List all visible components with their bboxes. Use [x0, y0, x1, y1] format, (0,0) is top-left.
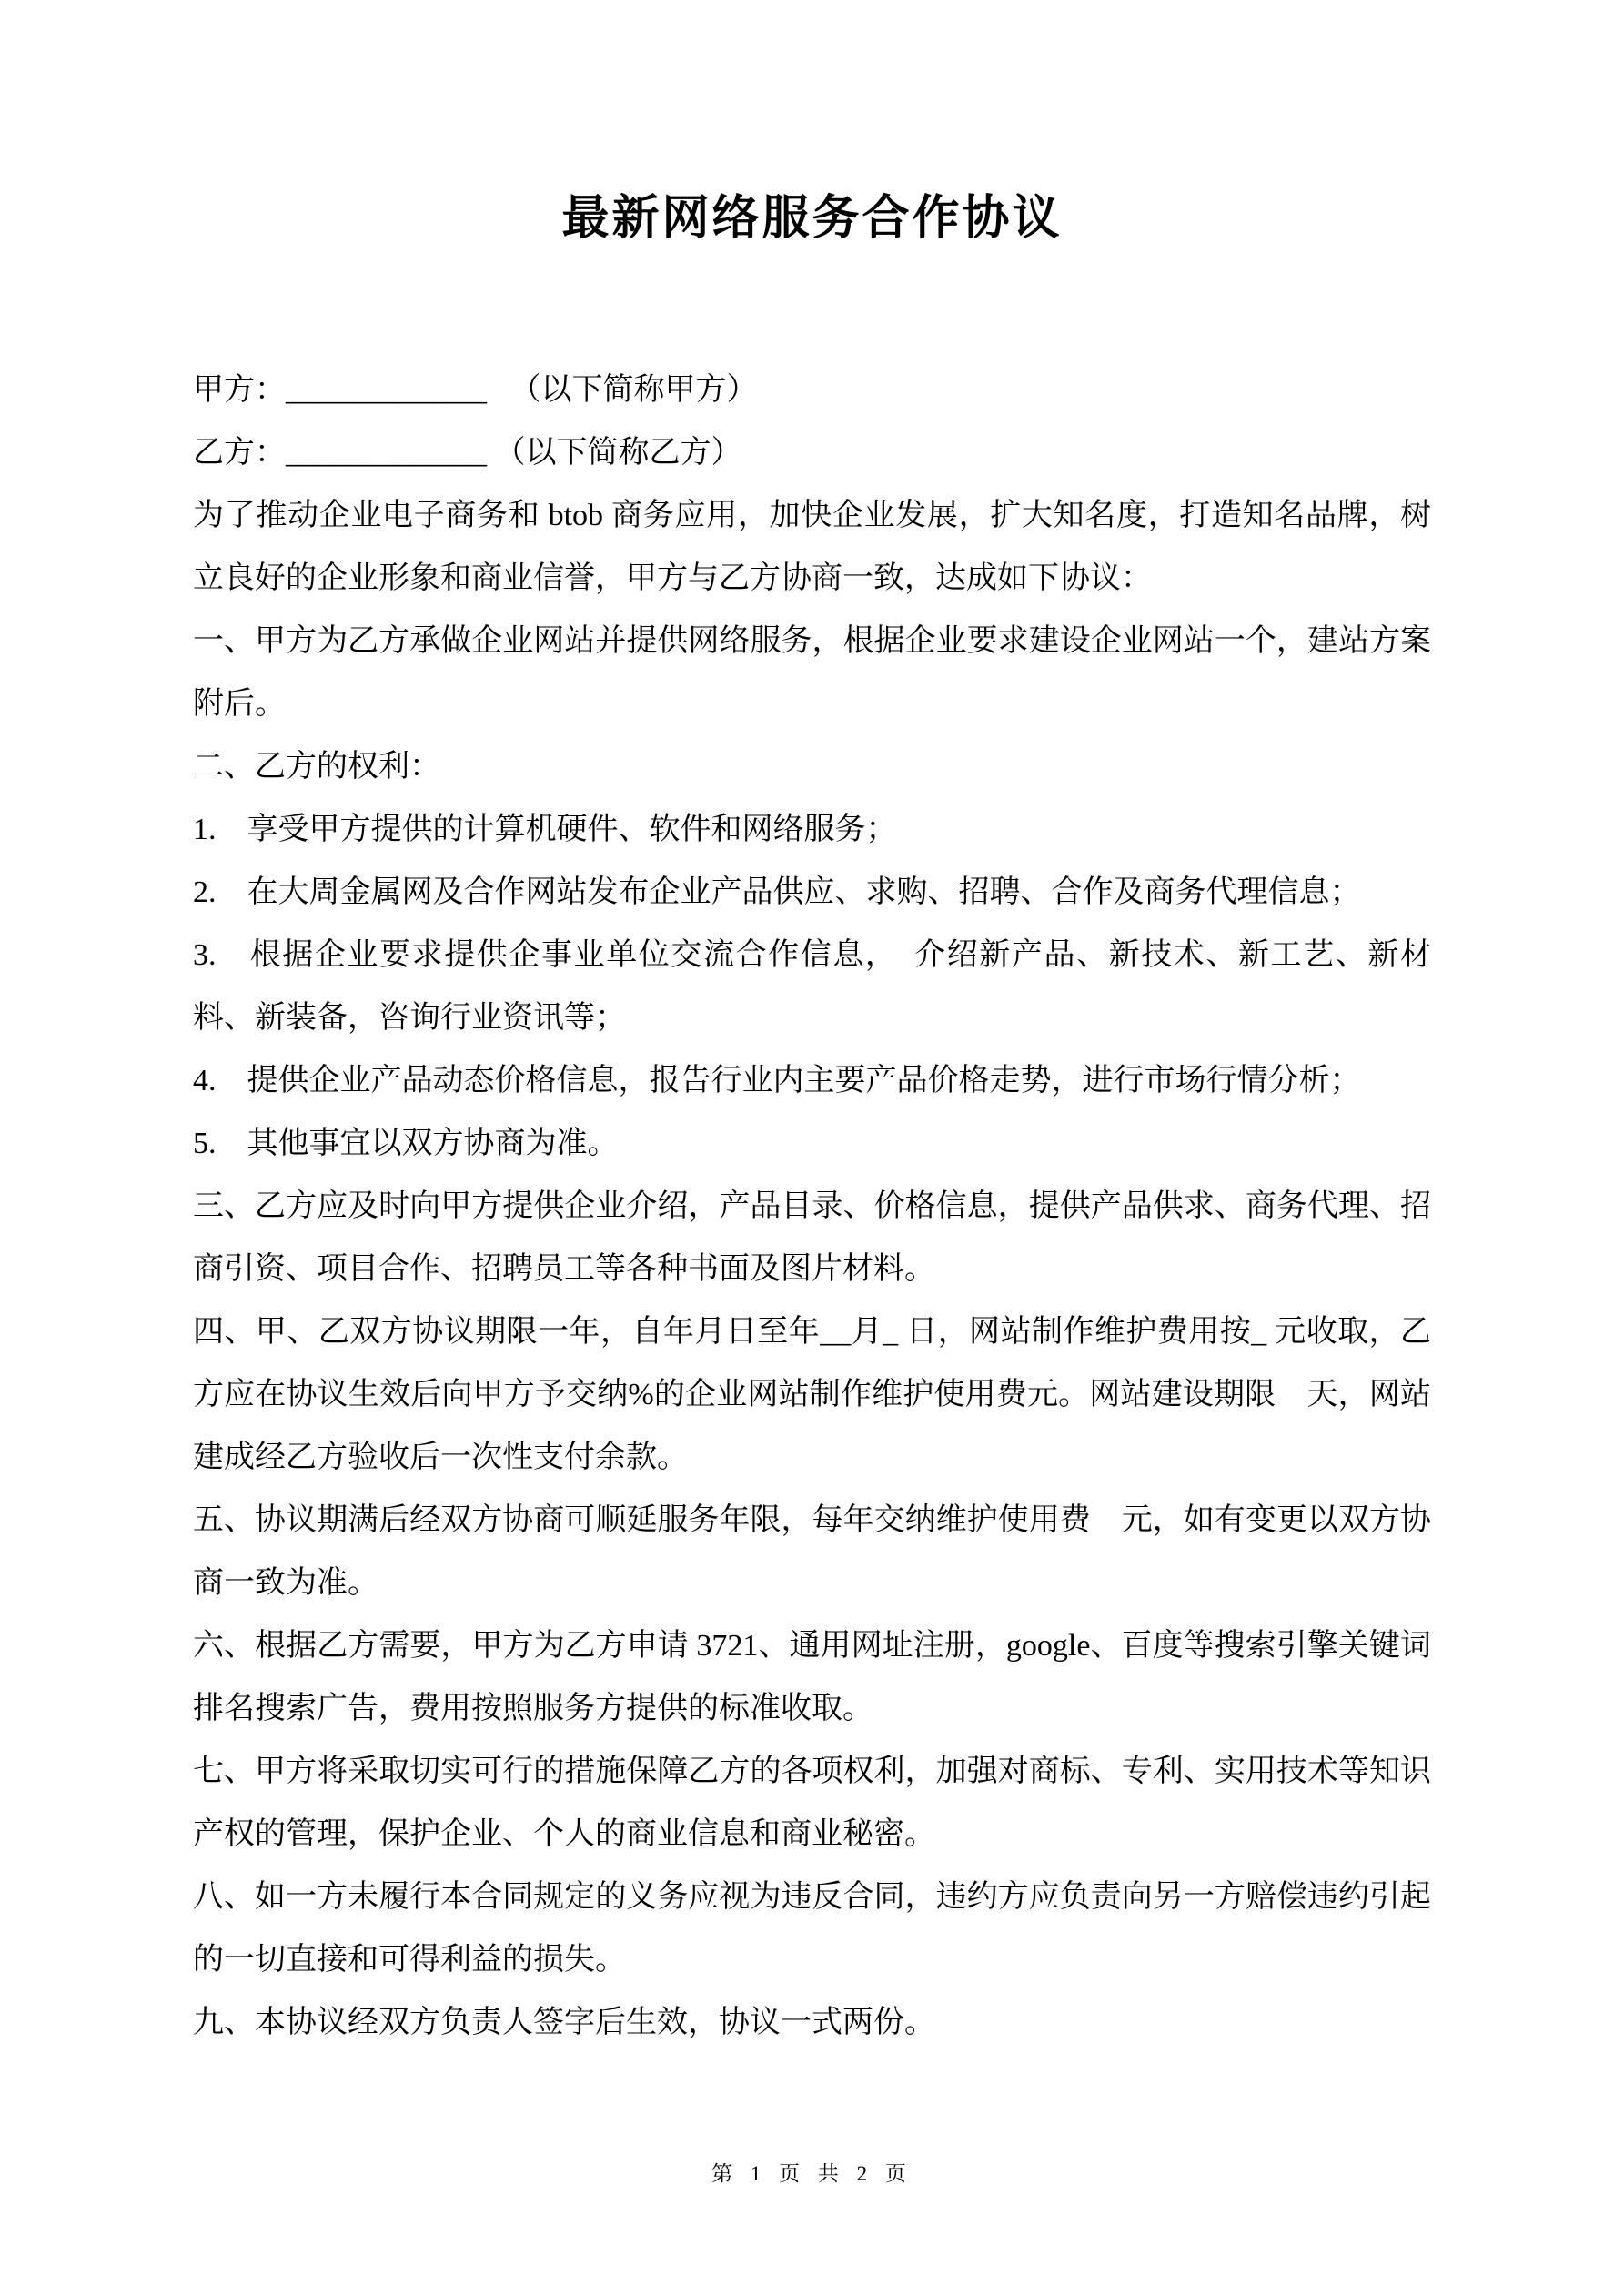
- clause-7: 七、甲方将采取切实可行的措施保障乙方的各项权利，加强对商标、专利、实用技术等知识产权的管理，保护企业、个人的商业信息和商业秘密。: [193, 1755, 1431, 1852]
- clause-5: 五、协议期满后经双方协商可顺延服务年限，每年交纳维护使用费 元，如有变更以双方协商一致为准。: [193, 1503, 1431, 1601]
- paragraph-intro: 为了推动企业电子商务和 btob 商务应用，加快企业发展，扩大知名度，打造知名品牌，树立良好的企业形象和商业信誉，甲方与乙方协商一致，达成如下协议：: [193, 499, 1431, 596]
- document-title: 最新网络服务合作协议: [561, 193, 1063, 245]
- clause-4: 四、甲、乙双方协议期限一年，自年月日至年__月_ 日，网站制作维护费用按_ 元收取，乙方应在协议生效后向甲方予交纳%的企业网站制作维护使用费元。网站建设期限 天，网站建成经乙方验收后一次性支付余款。: [193, 1315, 1431, 1475]
- party-b-line: 乙方：_____________ （以下简称乙方）: [193, 436, 742, 470]
- clause-2-heading: 二、乙方的权利：: [193, 750, 440, 784]
- clause-6: 六、根据乙方需要，甲方为乙方申请 3721、通用网址注册，google、百度等搜索引擎关键词排名搜索广告，费用按照服务方提供的标准收取。: [193, 1629, 1431, 1726]
- clause-9: 九、本协议经双方负责人签字后生效，协议一式两份。: [193, 2006, 935, 2040]
- clause-1: 一、甲方为乙方承做企业网站并提供网络服务，根据企业要求建设企业网站一个，建站方案附后。: [193, 624, 1431, 722]
- clause-8: 八、如一方未履行本合同规定的义务应视为违反合同，违约方应负责向另一方赔偿违约引起的一切直接和可得利益的损失。: [193, 1880, 1431, 1977]
- party-a-line: 甲方：_____________ （以下简称甲方）: [193, 373, 758, 408]
- clause-2-item-4: 4. 提供企业产品动态价格信息，报告行业内主要产品价格走势，进行市场行情分析；: [193, 1064, 1361, 1098]
- clause-3: 三、乙方应及时向甲方提供企业介绍，产品目录、价格信息，提供产品供求、商务代理、招商引资、项目合作、招聘员工等各种书面及图片材料。: [193, 1189, 1431, 1287]
- clause-2-item-5: 5. 其他事宜以双方协商为准。: [193, 1127, 619, 1161]
- clause-2-item-3: 3. 根据企业要求提供企事业单位交流合作信息， 介绍新产品、新技术、新工艺、新材料、新装备，咨询行业资讯等；: [193, 938, 1431, 1036]
- clause-2-item-1: 1. 享受甲方提供的计算机硬件、软件和网络服务；: [193, 813, 897, 847]
- clause-2-item-2: 2. 在大周金属网及合作网站发布企业产品供应、求购、招聘、合作及商务代理信息；: [193, 875, 1361, 910]
- page-number-footer: 第 1 页 共 2 页: [711, 2162, 913, 2185]
